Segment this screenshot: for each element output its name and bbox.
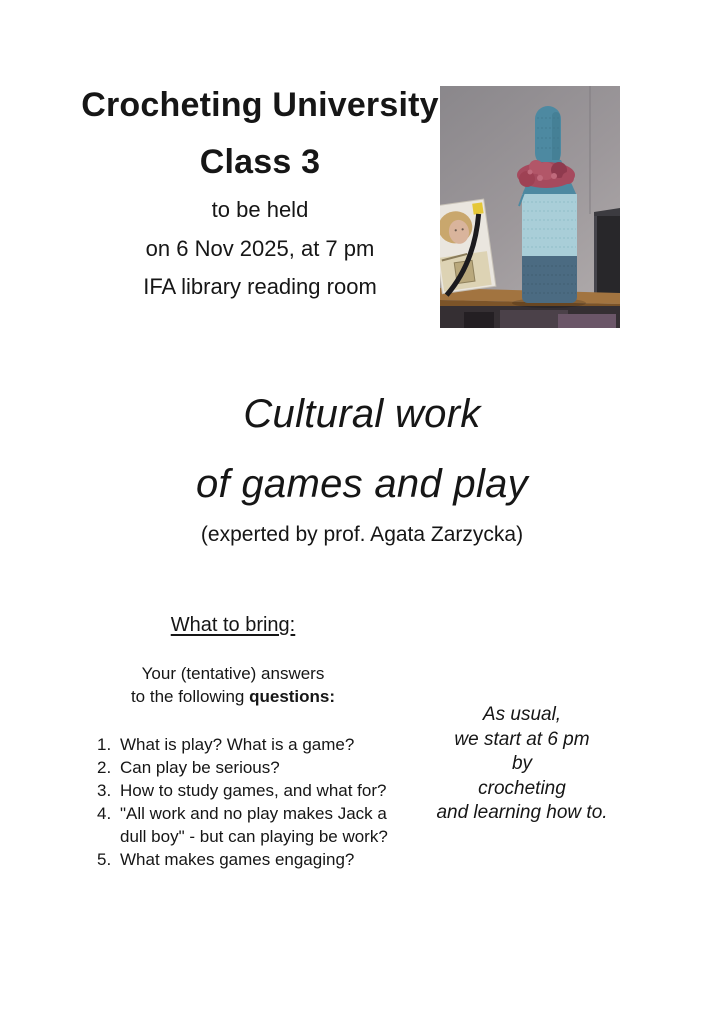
lecture-title-block (0, 389, 724, 548)
list-item-text: What is play? What is a game? (120, 735, 355, 754)
list-item-text: Can play be serious? (120, 758, 280, 777)
event-detail-held: to be held (211, 196, 309, 222)
bring-intro-line1: Your (tentative) answers (141, 664, 325, 683)
list-item (97, 779, 389, 802)
bring-intro-line2-bold: questions: (249, 687, 336, 706)
poster-title-line1: Crocheting University (81, 86, 439, 124)
list-item-text: What makes games engaging? (120, 850, 355, 869)
list-item-text: How to study games, and what for? (120, 781, 387, 800)
bring-heading (115, 614, 351, 637)
list-item-text: "All work and no play makes Jack a dull boy" - but can playing be work? (120, 804, 388, 846)
event-detail-location: IFA library reading room (143, 274, 377, 300)
photo-speaker (594, 208, 620, 294)
lecture-byline: (experted by prof. Agata Zarzycka) (200, 523, 524, 546)
crocheted-bottle-cozy-photo (440, 86, 620, 328)
bring-intro (103, 662, 363, 708)
bring-heading-text: What to bring: (170, 614, 296, 636)
list-item (97, 756, 389, 779)
bring-intro-line2 (103, 685, 363, 708)
list-item-number: 2. (97, 758, 112, 777)
list-item (97, 802, 389, 848)
bring-intro-line2-plain: to the following (130, 687, 250, 706)
list-item-number: 1. (97, 735, 112, 754)
list-item-number: 5. (97, 850, 112, 869)
list-item-number: 3. (97, 781, 112, 800)
aside-line: crocheting (478, 777, 566, 799)
list-item (97, 733, 389, 756)
aside-note (405, 703, 639, 826)
aside-line: As usual, (482, 704, 562, 725)
photo-illustration (440, 86, 620, 328)
aside-line: by (511, 753, 533, 775)
lecture-title-line1: Cultural work (243, 392, 481, 436)
poster-title-line2: Class 3 (199, 142, 321, 181)
aside-line: and learning how to. (436, 802, 608, 824)
header-block (78, 85, 442, 301)
aside-line: we start at 6 pm (454, 728, 590, 750)
list-item-number: 4. (97, 804, 112, 823)
questions-list (97, 733, 389, 871)
lecture-title-line2: of games and play (196, 462, 528, 506)
event-detail-date: on 6 Nov 2025, at 7 pm (145, 235, 375, 261)
list-item (97, 848, 389, 871)
